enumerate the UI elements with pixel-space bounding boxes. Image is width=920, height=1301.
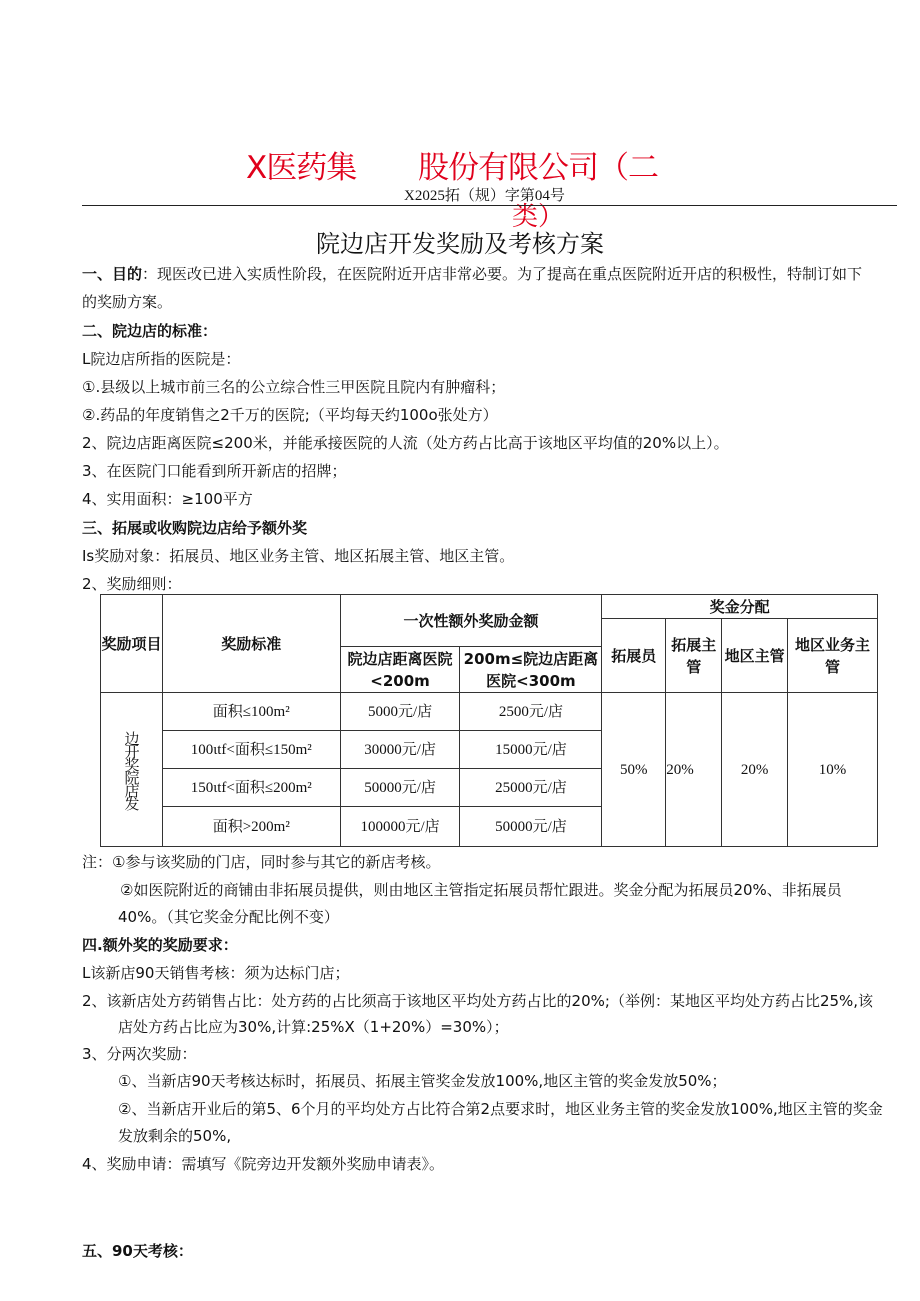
table-cell-far: 25000元/店: [460, 769, 602, 807]
list-item-cont: 店处方药占比应为30%,计算:25%X（1+20%）=30%）；: [118, 1018, 509, 1036]
row-label-cell: [101, 693, 163, 847]
table-cell-far: 2500元/店: [460, 693, 602, 731]
header-near: 院边店距离医院<200m: [340, 647, 460, 693]
table-cell-standard: 150ιtf<面积≤200m²: [162, 769, 340, 807]
table-cell-near: 30000元/店: [340, 731, 460, 769]
section-90day-heading: 五、90天考核：: [82, 1242, 193, 1260]
list-item: 3、在医院门口能看到所开新店的招牌；: [82, 462, 347, 480]
section-purpose-label: 一、目的: [82, 265, 143, 283]
table-cell-standard: 面积>200m²: [162, 807, 340, 847]
list-subitem: ①、当新店90天考核达标时，拓展员、拓展主管奖金发放100%,地区主管的奖金发放50%；: [118, 1072, 727, 1090]
pct-business-manager: 10%: [788, 693, 878, 847]
table-cell-near: 100000元/店: [340, 807, 460, 847]
list-item: ②.药品的年度销售之2千万的医院;（平均每天约100o张处方）: [82, 406, 498, 424]
section-purpose: [82, 264, 862, 284]
table-cell-standard: 面积≤100m²: [162, 693, 340, 731]
note-1: 注：①参与该奖励的门店，同时参与其它的新店考核。: [82, 853, 441, 871]
section-purpose-text-cont: 的奖励方案。: [82, 293, 173, 311]
row-label: 边开奖院店发: [122, 730, 141, 809]
list-item: L院边店所指的医院是：: [82, 350, 241, 368]
section-requirements-heading: 四.额外奖的奖励要求：: [82, 936, 238, 954]
header-far: 200m≤院边店距离医院<300m: [460, 647, 602, 693]
list-item: 4、奖励申请：需填写《院旁边开发额外奖励申请表》。: [82, 1155, 445, 1173]
pct-expander: 50%: [602, 693, 666, 847]
section-standard-heading: 二、院边店的标准：: [82, 322, 218, 340]
header-divider: [82, 205, 897, 206]
list-item: Is奖励对象：拓展员、地区业务主管、地区拓展主管、地区主管。: [82, 547, 515, 565]
list-item: 3、分两次奖励：: [82, 1045, 197, 1063]
document-number: X2025拓（规）字第04号: [404, 188, 565, 204]
company-name-overflow: 类）: [512, 202, 565, 232]
list-item: ①.县级以上城市前三名的公立综合性三甲医院且院内有肿瘤科；: [82, 378, 506, 396]
table-cell-near: 5000元/店: [340, 693, 460, 731]
list-item: 4、实用面积：≥100平方: [82, 490, 253, 508]
header-item: 奖励项目: [101, 595, 163, 693]
page-title: 院边店开发奖励及考核方案: [316, 230, 604, 258]
reward-table: [100, 594, 878, 847]
pct-area-manager: 20%: [722, 693, 788, 847]
pct-expansion-manager: 20%: [666, 693, 722, 847]
list-item: 2、该新店处方药销售占比：处方药的占比须高于该地区平均处方药占比的20%;（举例：某地区平均处方药占比25%,该: [82, 992, 874, 1010]
company-name-left: X医药集: [246, 150, 357, 186]
list-item: 2、奖励细则：: [82, 575, 182, 593]
company-name-right: 股份有限公司（二: [418, 150, 658, 186]
header-area-manager: 地区主管: [722, 619, 788, 693]
header-expander: 拓展员: [602, 619, 666, 693]
table-cell-standard: 100ιtf<面积≤150m²: [162, 731, 340, 769]
table-cell-far: 50000元/店: [460, 807, 602, 847]
list-item: L该新店90天销售考核：须为达标门店；: [82, 964, 350, 982]
note-2: ②如医院附近的商铺由非拓展员提供，则由地区主管指定拓展员帮忙跟进。奖金分配为拓展员20%、非拓展员: [120, 881, 842, 899]
header-expansion-manager: 拓展主管: [666, 619, 722, 693]
table-cell-far: 15000元/店: [460, 731, 602, 769]
header-amount: 一次性额外奖励金额: [340, 595, 602, 647]
section-reward-heading: 三、拓展或收购院边店给予额外奖: [82, 519, 308, 537]
list-subitem-cont: 发放剩余的50%,: [118, 1127, 232, 1145]
list-subitem: ②、当新店开业后的第5、6个月的平均处方占比符合第2点要求时，地区业务主管的奖金发放100%,地区主管的奖金: [118, 1100, 883, 1118]
header-business-manager: 地区业务主管: [788, 619, 878, 693]
table-cell-near: 50000元/店: [340, 769, 460, 807]
header-standard: 奖励标准: [162, 595, 340, 693]
note-2-cont: 40%。（其它奖金分配比例不变）: [118, 908, 339, 926]
list-item: 2、院边店距离医院≤200米，并能承接医院的人流（处方药占比高于该地区平均值的20%以上）。: [82, 434, 729, 452]
section-purpose-text: ：现医改已进入实质性阶段，在医院附近开店非常必要。为了提高在重点医院附近开店的积极性，特制订如下: [142, 265, 863, 283]
header-distribution: 奖金分配: [602, 595, 878, 619]
